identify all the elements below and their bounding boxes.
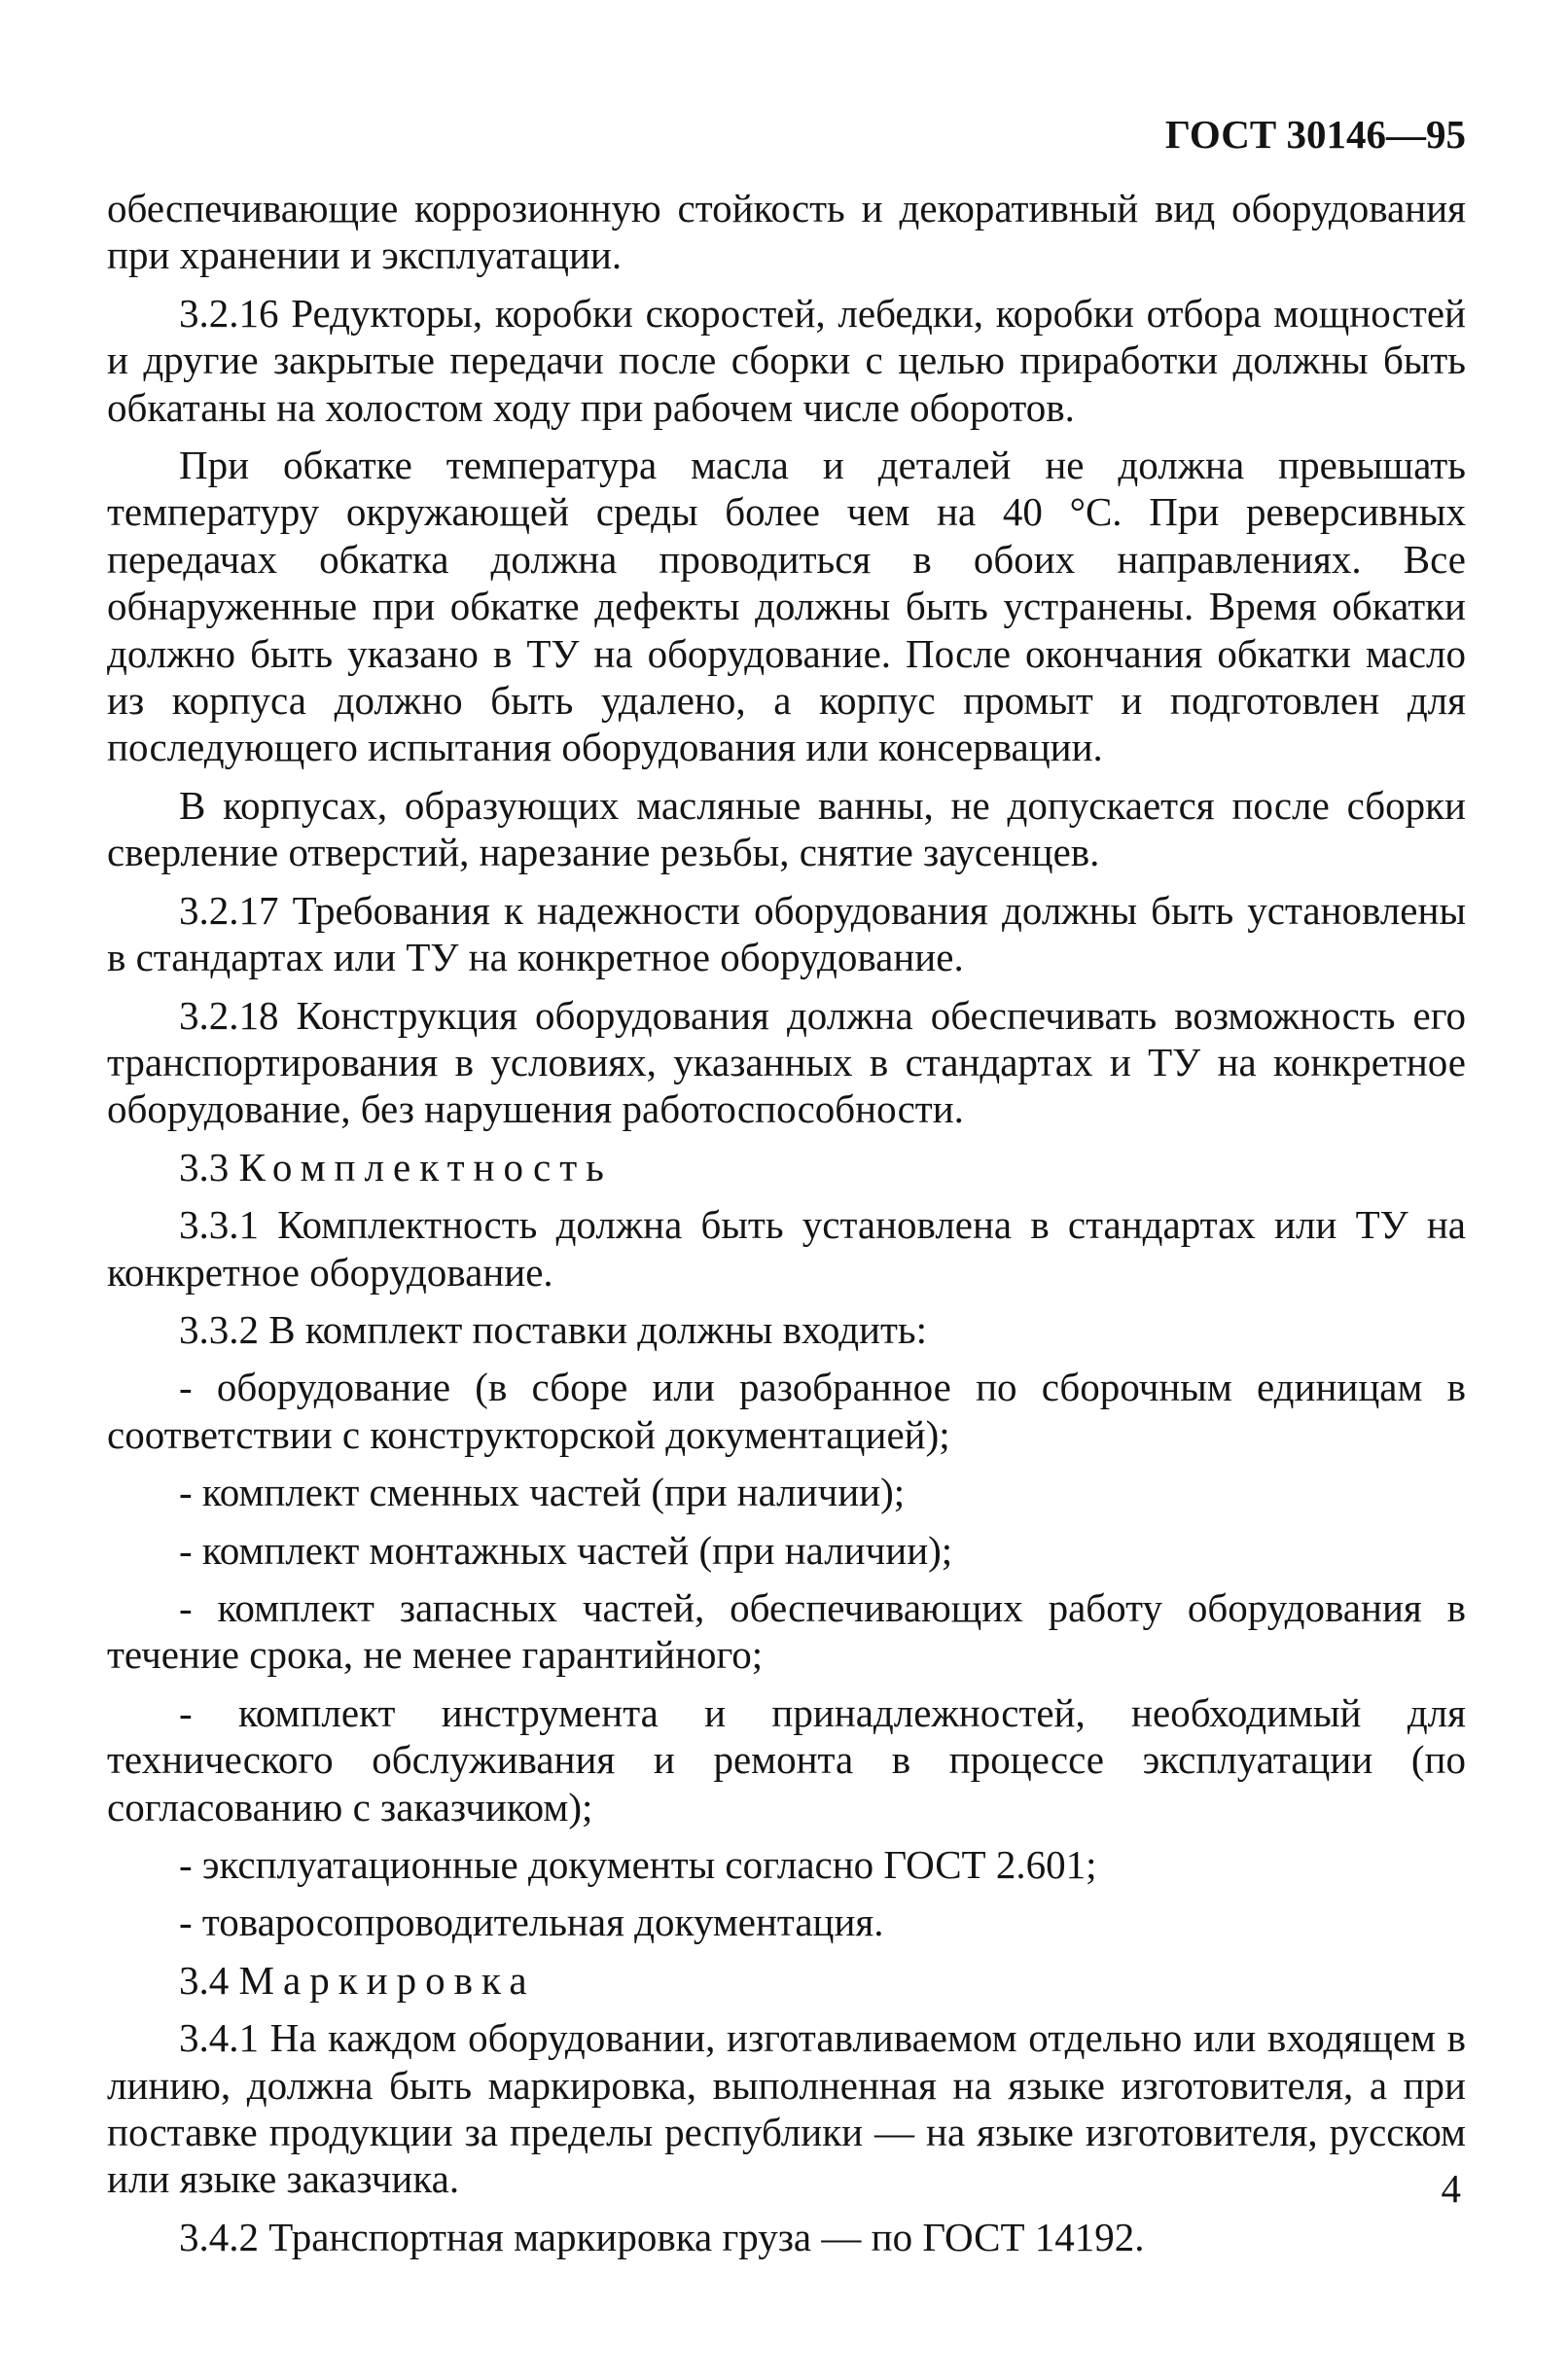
paragraph-3-2-17: 3.2.17 Требования к надежности оборудования должны быть установлены в стандартах или ТУ на конкретное оборудование. [107,887,1466,980]
section-number: 3.4 [179,1957,230,2003]
paragraph-oil-bath: В корпусах, образующих масляные ванны, не допускается после сборки сверление отверстий, нарезание резьбы, снятие заусенцев. [107,782,1466,875]
paragraph-run-in: При обкатке температура масла и деталей не должна превышать температуру окружающей среды более чем на 40 °С. При реверсивных передачах обкатка должна проводиться в обоих направлениях. Все обнаруженные при обкатке дефекты должны быть устранены. Время обкатки должно быть указано в ТУ на оборудование. После окончания обкатки масло из корпуса должно быть удалено, а корпус промыт и подготовлен для последующего испытания оборудования или консервации. [107,443,1466,770]
section-title: Маркировка [238,1957,536,2003]
paragraph-3-3-2: 3.3.2 В комплект поставки должны входить: [179,1306,928,1352]
paragraph-continuation: обеспечивающие коррозионную стойкость и декоративный вид оборудования при хранении и эксплуатации. [107,186,1466,278]
paragraph-3-4-1: 3.4.1 На каждом оборудовании, изготавливаемом отдельно или входящем в линию, должна быть маркировка, выполненная на языке изготовителя, а при поставке продукции за пределы республики — на языке изготовителя, русском или языке заказчика. [107,2015,1466,2202]
section-3-4-heading [107,1957,1466,2004]
list-item: - комплект сменных частей (при наличии); [179,1470,906,1515]
paragraph-3-2-18: 3.2.18 Конструкция оборудования должна обеспечивать возможность его транспортирования в условиях, указанных в стандартах и ТУ на конкретное оборудование, без нарушения работоспособности. [107,992,1466,1132]
page-number: 4 [1441,2166,1461,2211]
section-number: 3.3 [179,1144,230,1190]
list-item: - комплект инструмента и принадлежностей, необходимый для технического обслуживания и ремонта в процессе эксплуатации (по согласованию с заказчиком); [107,1689,1466,1829]
list-item: - оборудование (в сборе или разобранное по сборочным единицам в соответствии с конструкторской документацией); [107,1365,1466,1457]
paragraph-3-3-1: 3.3.1 Комплектность должна быть установлена в стандартах или ТУ на конкретное оборудование. [107,1202,1466,1295]
section-3-3-heading [107,1144,1466,1190]
list-item: - комплект запасных частей, обеспечивающих работу оборудования в течение срока, не менее гарантийного; [107,1584,1466,1678]
document-header [107,112,1466,157]
list-item: - комплект монтажных частей (при наличии); [179,1527,953,1573]
list-item: - товаросопроводительная документация. [179,1900,884,1945]
section-title: Комплектность [238,1144,613,1190]
document-body [107,185,1466,2260]
paragraph-3-4-2: 3.4.2 Транспортная маркировка груза — по ГОСТ 14192. [179,2214,1145,2259]
document-id: ГОСТ 30146—95 [1164,112,1466,157]
paragraph-3-2-16: 3.2.16 Редукторы, коробки скоростей, лебедки, коробки отбора мощностей и другие закрытые передачи после сборки с целью приработки должны быть обкатаны на холостом ходу при рабочем числе оборотов. [107,290,1466,430]
list-item: - эксплуатационные документы согласно ГОСТ 2.601; [179,1842,1097,1887]
